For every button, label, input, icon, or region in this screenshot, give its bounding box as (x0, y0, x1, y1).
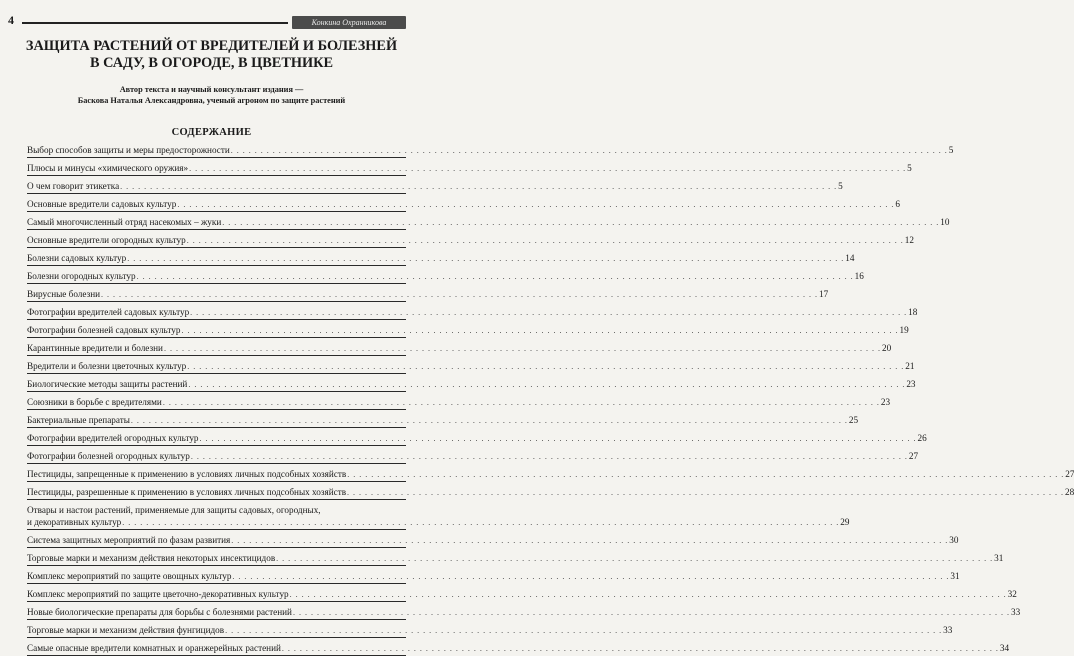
dot-leader: . . . . . . . . . . . . . . . . . . . . . . . . . . . . . . . . . . . . . . . . . . . . . . . . . . . . . . . . . . . . . . . . . . . . . . . . . . . . . . . . . . . . . . . . . . . . . . . . . . . . . . . . . . . . . . . . . . . . . . . . (347, 470, 1065, 479)
dot-leader: . . . . . . . . . . . . . . . . . . . . . . . . . . . . . . . . . . . . . . . . . . . . . . . . . . . . . . . . . . . . . . . . . . . . . . . . . . . . . . . . . . . . . . . . . . . . . . . . . . . . . . . . . . . . . . . . . . . . . . . . (130, 416, 848, 425)
toc-entry-page: 27 (908, 451, 919, 461)
document-title: ЗАЩИТА РАСТЕНИЙ ОТ ВРЕДИТЕЛЕЙ И БОЛЕЗНЕЙ В САДУ, В ОГОРОДЕ, В ЦВЕТНИКЕ (25, 38, 398, 71)
toc-entry[interactable] (27, 212, 950, 230)
dot-leader: . . . . . . . . . . . . . . . . . . . . . . . . . . . . . . . . . . . . . . . . . . . . . . . . . . . . . . . . . . . . . . . . . . . . . . . . . . . . . . . . . . . . . . . . . . . . . . . . . . . . . . . . . . . . . . . . . . . . . . . . (189, 164, 907, 173)
toc-entry[interactable] (27, 284, 829, 302)
toc-entry[interactable] (27, 266, 864, 284)
toc-entry-page: 31 (994, 553, 1004, 563)
toc-entry-title: Фотографии вредителей огородных культур (27, 433, 199, 443)
toc-entry[interactable] (27, 584, 1017, 602)
toc-entry-page: 29 (840, 517, 850, 527)
toc-entry[interactable] (27, 428, 927, 446)
toc-entry[interactable] (27, 410, 859, 428)
toc-entry-page: 6 (895, 199, 900, 209)
toc-entry-page: 31 (950, 571, 960, 581)
toc-entry[interactable] (27, 176, 843, 194)
toc-entry-title: Новые биологические препараты для борьбы с болезнями растений (27, 607, 292, 617)
dot-leader: . . . . . . . . . . . . . . . . . . . . . . . . . . . . . . . . . . . . . . . . . . . . . . . . . . . . . . . . . . . . . . . . . . . . . . . . . . . . . . . . . . . . . . . . . . . . . . . . . . . . . . . . . . . . . . . . . . . . . . . . (122, 518, 840, 527)
dot-leader: . . . . . . . . . . . . . . . . . . . . . . . . . . . . . . . . . . . . . . . . . . . . . . . . . . . . . . . . . . . . . . . . . . . . . . . . . . . . . . . . . . . . . . . . . . . . . . . . . . . . . . . . . . . . . . . . . . . . . . . . (101, 290, 819, 299)
toc-entry-title: Комплекс мероприятий по защите овощных культур (27, 571, 232, 581)
dot-leader: . . . . . . . . . . . . . . . . . . . . . . . . . . . . . . . . . . . . . . . . . . . . . . . . . . . . . . . . . . . . . . . . . . . . . . . . . . . . . . . . . . . . . . . . . . . . . . . . . . . . . . . . . . . . . . . . . . . . . . . . (127, 254, 845, 263)
toc-entry-page: 12 (904, 235, 914, 245)
toc-entry-page: 16 (854, 271, 864, 281)
toc-entry-page: 33 (1010, 607, 1021, 617)
toc-entry-page: 20 (881, 343, 892, 353)
dot-leader: . . . . . . . . . . . . . . . . . . . . . . . . . . . . . . . . . . . . . . . . . . . . . . . . . . . . . . . . . . . . . . . . . . . . . . . . . . . . . . . . . . . . . . . . . . . . . . . . . . . . . . . . . . . . . . . . . . . . . . . . (232, 572, 950, 581)
toc-entry-page: 32 (1007, 589, 1017, 599)
dot-leader: . . . . . . . . . . . . . . . . . . . . . . . . . . . . . . . . . . . . . . . . . . . . . . . . . . . . . . . . . . . . . . . . . . . . . . . . . . . . . . . . . . . . . . . . . . . . . . . . . . . . . . . . . . . . . . . . . . . . . . . . (230, 146, 948, 155)
dot-leader: . . . . . . . . . . . . . . . . . . . . . . . . . . . . . . . . . . . . . . . . . . . . . . . . . . . . . . . . . . . . . . . . . . . . . . . . . . . . . . . . . . . . . . . . . . . . . . . . . . . . . . . . . . . . . . . . . . . . . . . . (186, 236, 904, 245)
toc-entry-title: Торговые марки и механизм действия некоторых инсектицидов (27, 553, 276, 563)
toc-entry[interactable] (27, 548, 1004, 566)
dot-leader: . . . . . . . . . . . . . . . . . . . . . . . . . . . . . . . . . . . . . . . . . . . . . . . . . . . . . . . . . . . . . . . . . . . . . . . . . . . . . . . . . . . . . . . . . . . . . . . . . . . . . . . . . . . . . . . . . . . . . . . . (162, 398, 880, 407)
header-rule (22, 22, 288, 24)
toc-entry-page: 18 (908, 307, 918, 317)
toc-entry-page: 27 (1065, 469, 1074, 479)
dot-leader: . . . . . . . . . . . . . . . . . . . . . . . . . . . . . . . . . . . . . . . . . . . . . . . . . . . . . . . . . . . . . . . . . . . . . . . . . . . . . . . . . . . . . . . . . . . . . . . . . . . . . . . . . . . . . . . . . . . . . . . . (190, 452, 908, 461)
toc-entry-title: Фотографии вредителей садовых культур (27, 307, 190, 317)
toc-entry[interactable] (27, 320, 909, 338)
toc-entry[interactable] (27, 194, 900, 212)
dot-leader: . . . . . . . . . . . . . . . . . . . . . . . . . . . . . . . . . . . . . . . . . . . . . . . . . . . . . . . . . . . . . . . . . . . . . . . . . . . . . . . . . . . . . . . . . . . . . . . . . . . . . . . . . . . . . . . . . . . . . . . . (187, 362, 905, 371)
toc-entry[interactable] (27, 482, 1074, 500)
dot-leader: . . . . . . . . . . . . . . . . . . . . . . . . . . . . . . . . . . . . . . . . . . . . . . . . . . . . . . . . . . . . . . . . . . . . . . . . . . . . . . . . . . . . . . . . . . . . . . . . . . . . . . . . . . . . . . . . . . . . . . . . (177, 200, 895, 209)
toc-entry[interactable] (27, 620, 953, 638)
dot-leader: . . . . . . . . . . . . . . . . . . . . . . . . . . . . . . . . . . . . . . . . . . . . . . . . . . . . . . . . . . . . . . . . . . . . . . . . . . . . . . . . . . . . . . . . . . . . . . . . . . . . . . . . . . . . . . . . . . . . . . . . (188, 380, 906, 389)
dot-leader: . . . . . . . . . . . . . . . . . . . . . . . . . . . . . . . . . . . . . . . . . . . . . . . . . . . . . . . . . . . . . . . . . . . . . . . . . . . . . . . . . . . . . . . . . . . . . . . . . . . . . . . . . . . . . . . . . . . . . . . . (276, 554, 994, 563)
page-number: 4 (8, 13, 14, 27)
toc-entry[interactable] (27, 248, 855, 266)
toc-entry-title: Болезни огородных культур (27, 271, 136, 281)
toc-entry-page: 10 (940, 217, 950, 227)
dot-leader: . . . . . . . . . . . . . . . . . . . . . . . . . . . . . . . . . . . . . . . . . . . . . . . . . . . . . . . . . . . . . . . . . . . . . . . . . . . . . . . . . . . . . . . . . . . . . . . . . . . . . . . . . . . . . . . . . . . . . . . . (163, 344, 881, 353)
toc-entry-title: и декоративных культур (27, 517, 122, 527)
toc-entry-title-line1: Отвары и настои растений, применяемые для защиты садовых, огородных, (27, 505, 321, 515)
toc-entry-page: 17 (819, 289, 829, 299)
toc-entry-title: О чем говорит этикетка (27, 181, 120, 191)
toc-entry[interactable] (27, 446, 919, 464)
dot-leader: . . . . . . . . . . . . . . . . . . . . . . . . . . . . . . . . . . . . . . . . . . . . . . . . . . . . . . . . . . . . . . . . . . . . . . . . . . . . . . . . . . . . . . . . . . . . . . . . . . . . . . . . . . . . . . . . . . . . . . . . (181, 326, 899, 335)
toc-entry-page: 5 (948, 145, 954, 155)
toc-entry-page: 28 (1065, 487, 1074, 497)
toc-entry-title: Основные вредители огородных культур (27, 235, 186, 245)
dot-leader: . . . . . . . . . . . . . . . . . . . . . . . . . . . . . . . . . . . . . . . . . . . . . . . . . . . . . . . . . . . . . . . . . . . . . . . . . . . . . . . . . . . . . . . . . . . . . . . . . . . . . . . . . . . . . . . . . . . . . . . . (347, 488, 1065, 497)
running-header-label: Конкина Охранникова (292, 16, 406, 29)
toc-entry[interactable] (27, 566, 960, 584)
table-of-contents (27, 140, 1074, 656)
toc-entry[interactable] (27, 338, 892, 356)
toc-entry-title: Вредители и болезни цветочных культур (27, 361, 187, 371)
toc-entry-page: 14 (845, 253, 855, 263)
toc-entry-page: 30 (949, 535, 959, 545)
toc-entry-page: 5 (838, 181, 843, 191)
toc-entry-title: Болезни садовых культур (27, 253, 127, 263)
dot-leader: . . . . . . . . . . . . . . . . . . . . . . . . . . . . . . . . . . . . . . . . . . . . . . . . . . . . . . . . . . . . . . . . . . . . . . . . . . . . . . . . . . . . . . . . . . . . . . . . . . . . . . . . . . . . . . . . . . . . . . . . (199, 434, 917, 443)
toc-entry-title: Союзники в борьбе с вредителями (27, 397, 162, 407)
toc-entry-title: Выбор способов защиты и меры предосторожности (27, 145, 230, 155)
toc-entry-title: Самые опасные вредители комнатных и оранжерейных растений (27, 643, 281, 653)
toc-entry-title: Плюсы и минусы «химического оружия» (27, 163, 189, 173)
toc-entry-page: 33 (943, 625, 953, 635)
toc-entry[interactable] (27, 140, 954, 158)
dot-leader: . . . . . . . . . . . . . . . . . . . . . . . . . . . . . . . . . . . . . . . . . . . . . . . . . . . . . . . . . . . . . . . . . . . . . . . . . . . . . . . . . . . . . . . . . . . . . . . . . . . . . . . . . . . . . . . . . . . . . . . . (225, 626, 943, 635)
toc-entry[interactable] (27, 158, 912, 176)
toc-entry-page: 19 (899, 325, 909, 335)
toc-entry-page: 21 (905, 361, 915, 371)
toc-entry[interactable] (27, 530, 959, 548)
toc-entry-title: Система защитных мероприятий по фазам развития (27, 535, 231, 545)
toc-entry-page: 23 (880, 397, 891, 407)
toc-heading: СОДЕРЖАНИЕ (171, 127, 252, 138)
toc-entry-page: 34 (999, 643, 1010, 653)
toc-entry-title: Самый многочисленный отряд насекомых – жуки (27, 217, 222, 227)
dot-leader: . . . . . . . . . . . . . . . . . . . . . . . . . . . . . . . . . . . . . . . . . . . . . . . . . . . . . . . . . . . . . . . . . . . . . . . . . . . . . . . . . . . . . . . . . . . . . . . . . . . . . . . . . . . . . . . . . . . . . . . . (281, 644, 999, 653)
toc-entry[interactable] (27, 302, 918, 320)
dot-leader: . . . . . . . . . . . . . . . . . . . . . . . . . . . . . . . . . . . . . . . . . . . . . . . . . . . . . . . . . . . . . . . . . . . . . . . . . . . . . . . . . . . . . . . . . . . . . . . . . . . . . . . . . . . . . . . . . . . . . . . . (289, 590, 1007, 599)
toc-entry[interactable] (27, 464, 1074, 482)
toc-entry-title: Торговые марки и механизм действия фунгицидов (27, 625, 225, 635)
dot-leader: . . . . . . . . . . . . . . . . . . . . . . . . . . . . . . . . . . . . . . . . . . . . . . . . . . . . . . . . . . . . . . . . . . . . . . . . . . . . . . . . . . . . . . . . . . . . . . . . . . . . . . . . . . . . . . . . . . . . . . . . (136, 272, 854, 281)
toc-entry[interactable] (27, 374, 916, 392)
dot-leader: . . . . . . . . . . . . . . . . . . . . . . . . . . . . . . . . . . . . . . . . . . . . . . . . . . . . . . . . . . . . . . . . . . . . . . . . . . . . . . . . . . . . . . . . . . . . . . . . . . . . . . . . . . . . . . . . . . . . . . . . (190, 308, 908, 317)
toc-entry-page: 26 (917, 433, 927, 443)
toc-entry[interactable] (27, 500, 850, 530)
toc-entry[interactable] (27, 356, 915, 374)
toc-entry-page: 23 (906, 379, 916, 389)
toc-entry-title: Основные вредители садовых культур (27, 199, 177, 209)
toc-entry-title: Комплекс мероприятий по защите цветочно-декоративных культур (27, 589, 289, 599)
toc-entry-title: Карантинные вредители и болезни (27, 343, 163, 353)
toc-entry-title: Фотографии болезней огородных культур (27, 451, 190, 461)
toc-entry-title: Вирусные болезни (27, 289, 101, 299)
toc-entry-title: Биологические методы защиты растений (27, 379, 188, 389)
toc-entry[interactable] (27, 392, 891, 410)
toc-entry[interactable] (27, 602, 1021, 620)
dot-leader: . . . . . . . . . . . . . . . . . . . . . . . . . . . . . . . . . . . . . . . . . . . . . . . . . . . . . . . . . . . . . . . . . . . . . . . . . . . . . . . . . . . . . . . . . . . . . . . . . . . . . . . . . . . . . . . . . . . . . . . . (120, 182, 838, 191)
toc-entry[interactable] (27, 230, 914, 248)
dot-leader: . . . . . . . . . . . . . . . . . . . . . . . . . . . . . . . . . . . . . . . . . . . . . . . . . . . . . . . . . . . . . . . . . . . . . . . . . . . . . . . . . . . . . . . . . . . . . . . . . . . . . . . . . . . . . . . . . . . . . . . . (231, 536, 949, 545)
toc-entry[interactable] (27, 638, 1010, 656)
toc-entry-page: 25 (848, 415, 859, 425)
toc-entry-page: 5 (907, 163, 912, 173)
dot-leader: . . . . . . . . . . . . . . . . . . . . . . . . . . . . . . . . . . . . . . . . . . . . . . . . . . . . . . . . . . . . . . . . . . . . . . . . . . . . . . . . . . . . . . . . . . . . . . . . . . . . . . . . . . . . . . . . . . . . . . . . (222, 218, 940, 227)
author-credits: Автор текста и научный консультант издания — Баскова Наталья Александровна, ученый агроном по защите растений (77, 85, 346, 105)
dot-leader: . . . . . . . . . . . . . . . . . . . . . . . . . . . . . . . . . . . . . . . . . . . . . . . . . . . . . . . . . . . . . . . . . . . . . . . . . . . . . . . . . . . . . . . . . . . . . . . . . . . . . . . . . . . . . . . . . . . . . . . . (292, 608, 1010, 617)
toc-entry-title: Фотографии болезней садовых культур (27, 325, 181, 335)
toc-entry-title: Пестициды, разрешенные к применению в условиях личных подсобных хозяйств (27, 487, 347, 497)
toc-entry-title: Бактериальные препараты (27, 415, 130, 425)
toc-entry-title: Пестициды, запрещенные к применению в условиях личных подсобных хозяйств (27, 469, 347, 479)
